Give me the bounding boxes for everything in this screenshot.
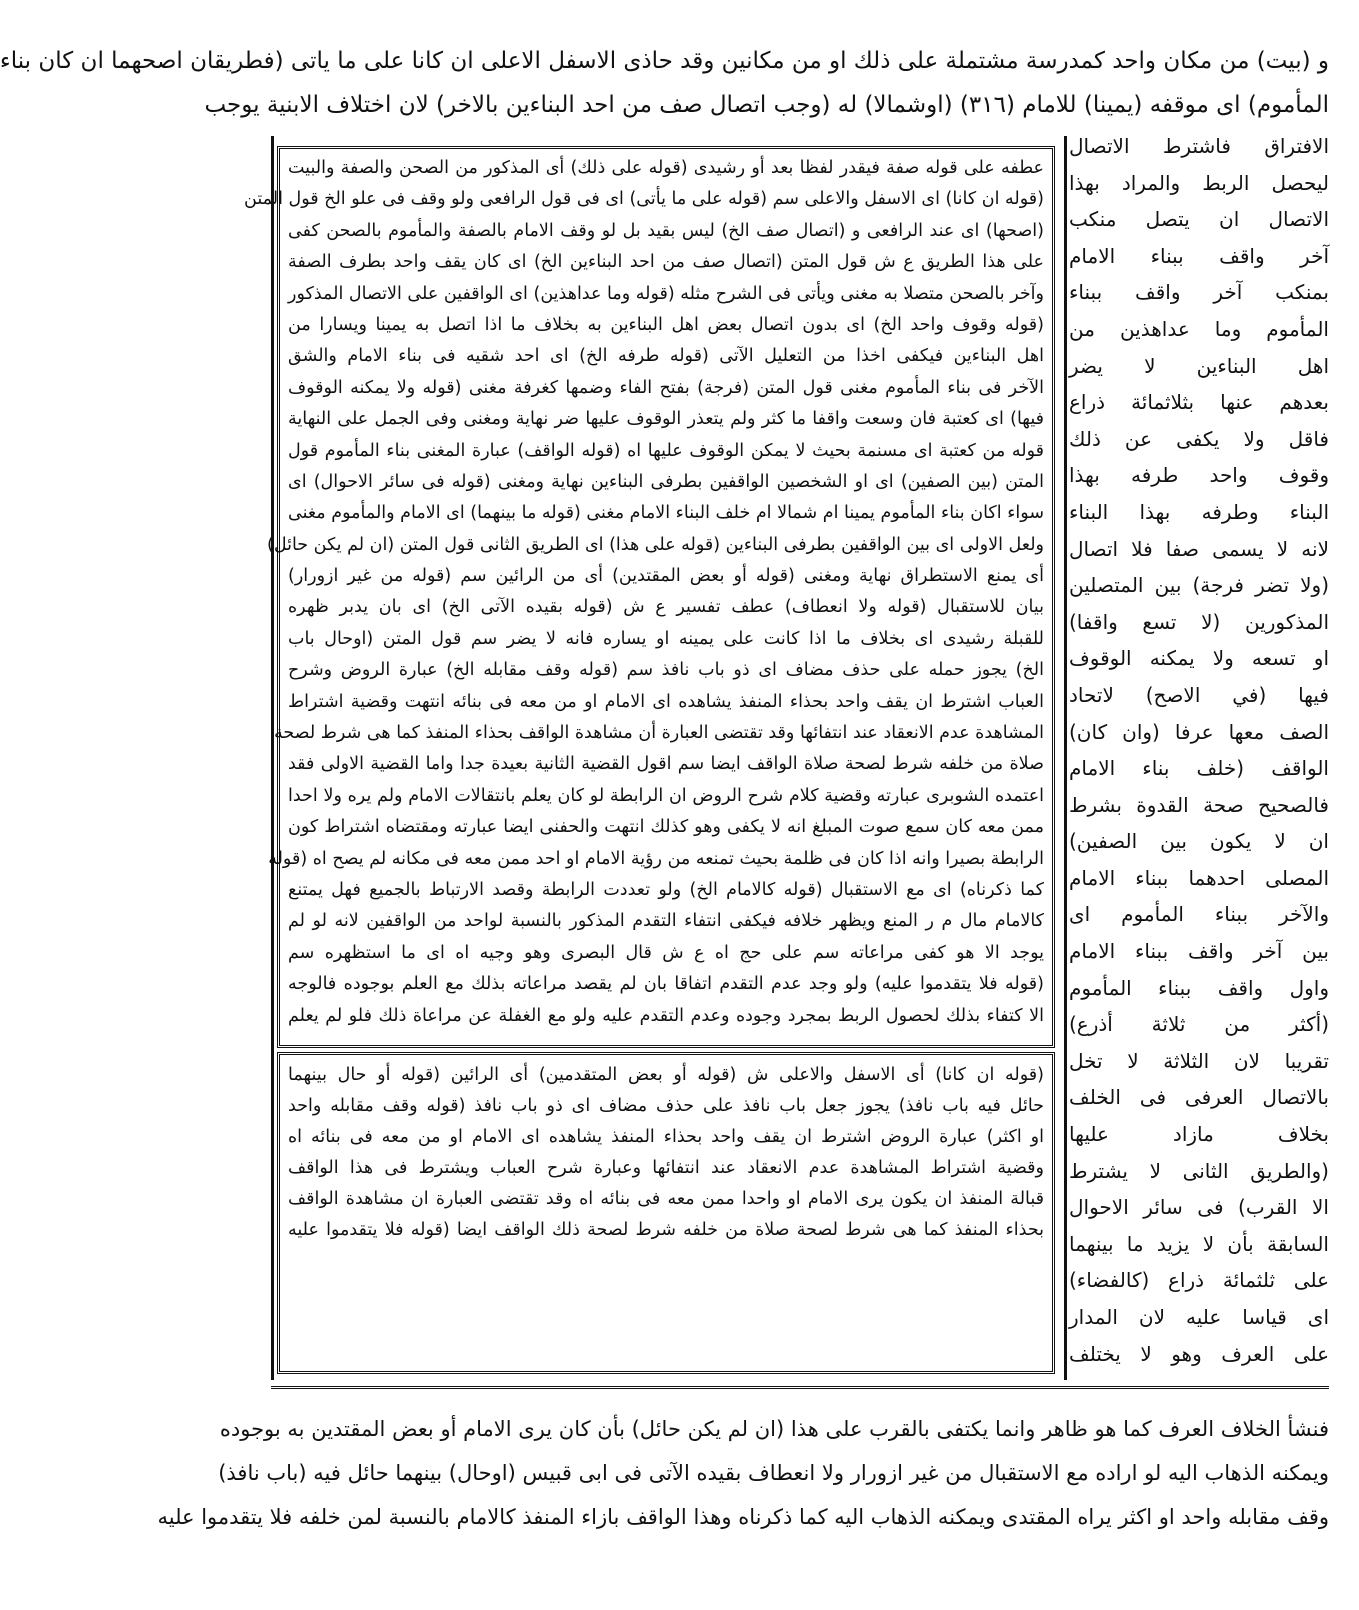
side-line: البناء وطرفه بهذا البناء <box>1069 499 1329 524</box>
commentary-line: كالامام مال م ر المنع ويظهر خلافه فيكفى انتفاء التقدم المذكور بالنسبة لواحد من الواقفين لانه لو لم <box>288 911 1044 932</box>
header-line-1: و (بيت) من مكان واحد كمدرسة مشتملة على ذلك او من مكانين وقد حاذى الاسفل الاعلى ان كانا على ما ياتى (فطريقان اصحهما ان كان بناء <box>0 48 1329 74</box>
commentary-line: للقبلة رشيدى اى بخلاف ما اذا كانت على يمينه او يساره فانه لا يضر سم قول المتن (اوحال باب <box>288 628 1044 649</box>
commentary-line: المتن (بين الصفين) اى او الشخصين الواقفين بطرفى البناءين نهاية ومغنى (قوله فى سائر الاحوال) اى <box>288 471 1044 492</box>
side-column <box>1069 128 1329 1372</box>
commentary-line: (قوله وقوف واحد الخ) اى بدون اتصال بعض اهل البناءين به بخلاف ما اذا اتصل به يمينا ويسارا من <box>288 314 1044 335</box>
commentary-line: ولعل الاولى اى بين الواقفين بطرفى البناءين (قوله على هذا) اى الطريق الثانى قول المتن (ان لم يكن حائل) <box>267 534 1044 555</box>
side-line: بين آخر واقف ببناء الامام <box>1069 939 1329 964</box>
side-line: وقوف واحد طرفه بهذا <box>1069 463 1329 488</box>
commentary-line: ممن معه كان سمع صوت المبلغ انه لا يكفى وهو كذلك انتهت والحفنى ايضا عبارته ومقتضاه اشتراط كون <box>288 817 1044 838</box>
commentary-line: اعتمده الشوبرى عبارته وقضية كلام شرح الروض ان الرابطة لو كان يعلم بانتقالات الامام ولم يره ولا احدا <box>288 785 1044 806</box>
footnote-line: حائل فيه باب نافذ) يجوز جعل باب نافذ على حذف مضاف اى ذو باب نافذ (قوله وقف مقابله واحد <box>288 1096 1044 1116</box>
side-line: الصف معها عرفا (وان كان) <box>1069 719 1329 744</box>
commentary-line: اهل البناءين فيكفى اخذا من التعليل الآتى (قوله طرفه الخ) اى احد شقيه فى بناء الامام والشق <box>288 346 1044 367</box>
commentary-line: الخ) يجوز حمله على حذف مضاف اى ذو باب نافذ سم (قوله وقف مقابله الخ) عبارة الروض وشرح <box>288 660 1044 681</box>
side-line: تقريبا لان الثلاثة لا تخل <box>1069 1048 1329 1073</box>
footnote-box <box>277 1052 1055 1374</box>
commentary-line: العباب اشترط ان يقف واحد بحذاء المنفذ يشاهده اى الامام او من معه فى بنائه انتهت وقضية اشتراط <box>288 691 1044 712</box>
side-line: بعدهم عنها بثلاثمائة ذراع <box>1069 390 1329 415</box>
footer-line-2: ويمكنه الذهاب اليه لو اراده مع الاستقبال من غير ازورار ولا انعطاف بقيده الآتى فى ابى قبيس (اوحال) بينهما حائل فيه (باب نافذ) <box>218 1461 1329 1485</box>
commentary-line: قوله من كعتبة اى مسنمة بحيث لا يمكن الوقوف عليها اه (قوله الواقف) عبارة المغنى بناء المأموم قول <box>288 440 1044 461</box>
side-line: اهل البناءين لا يضر <box>1069 353 1329 378</box>
side-line: ليحصل الربط والمراد بهذا <box>1069 170 1329 195</box>
side-line: الافتراق فاشترط الاتصال <box>1069 134 1329 158</box>
commentary-line: الآخر فى بناء المأموم مغنى قول المتن (فرجة) بفتح الفاء وضمها كغرفة مغنى (قوله ولا يمكنه الوقوف <box>288 377 1044 398</box>
footer-line-1: فنشأ الخلاف العرف كما هو ظاهر وانما يكتفى بالقرب على هذا (ان لم يكن حائل) بأن كان يرى الامام أو بعض المقتدين به بوجوده <box>219 1417 1329 1441</box>
commentary-line: صلاة من خلفه شرط لصحة صلاة الواقف ايضا سم اقول القضية الثانية بعيدة جدا واما القضية الاولى فقد <box>288 754 1044 775</box>
side-line: بخلاف مازاد عليها <box>1069 1122 1329 1147</box>
footer-line-3: وقف مقابله واحد او اكثر يراه المقتدى ويمكنه الذهاب اليه كما ذكرناه وهذا الواقف بازاء المنفذ كالامام بالنسبة لمن خلفه فلا يتقدموا عليه <box>157 1505 1329 1529</box>
side-line: ان لا يكون بين الصفين) <box>1069 829 1329 854</box>
separator-rule <box>271 1386 1329 1389</box>
side-line: (والطريق الثانى لا يشترط <box>1069 1158 1329 1183</box>
side-line: الواقف (خلف بناء الامام <box>1069 756 1329 781</box>
commentary-line: كما ذكرناه) اى مع الاستقبال (قوله كالامام الخ) ولو تعددت الرابطة وقصد الارتباط بالجميع فهل يمتنع <box>288 879 1044 900</box>
commentary-line: الا كتفاء بذلك لحصول الربط بمجرد وجوده وعدم التقدم عليه ولو مع الغفلة عن مراعاة ذلك فلو لم يعلم <box>288 1005 1044 1026</box>
side-line: (ولا تضر فرجة) بين المتصلين <box>1069 573 1329 598</box>
footnote-line: (قوله ان كانا) أى الاسفل والاعلى ش (قوله أو بعض المتقدمين) أى الرائين (قوله أو حال بينهما <box>288 1065 1044 1085</box>
header-line-2: المأموم) اى موقفه (يمينا) للامام (٣١٦) (اوشمالا) له (وجب اتصال صف من احد البناءين بالاخر) لان اختلاف الابنية يوجب <box>204 92 1329 118</box>
footnote-line: بحذاء المنفذ كما هى شرط لصحة صلاة من خلفه شرط لصحة ذلك الواقف ايضا (قوله فلا يتقدموا عليه <box>288 1220 1044 1240</box>
side-line: المذكورين (لا تسع واقفا) <box>1069 609 1329 634</box>
side-line: على العرف وهو لا يختلف <box>1069 1341 1329 1366</box>
side-line: المصلى احدهما ببناء الامام <box>1069 865 1329 890</box>
side-line: الاتصال ان يتصل منكب <box>1069 207 1329 232</box>
side-line: آخر واقف ببناء الامام <box>1069 243 1329 268</box>
side-line: فيها (في الاصح) لاتحاد <box>1069 682 1329 707</box>
side-line: السابقة بأن لا يزيد ما بينهما <box>1069 1231 1329 1256</box>
commentary-line: (اصحها) اى عند الرافعى و (اتصال صف الخ) ليس بقيد بل لو وقف الامام بالصفة والمأموم بالصحن كفى <box>288 220 1044 241</box>
commentary-line: الرابطة بصيرا وانه اذا كان فى ظلمة بحيث تمنعه من رؤية الامام او احد ممن معه فى مكانه لم يصح اه (قوله <box>268 848 1044 869</box>
side-line: على ثلثمائة ذراع (كالفضاء) <box>1069 1268 1329 1293</box>
commentary-line: يوجد الا هو كفى مراعاته سم على حج اه ع ش قال البصرى وهو وجيه اه اى ما استظهره سم <box>288 942 1044 963</box>
commentary-line: عطفه على قوله صفة فيقدر لفظا بعد أو رشيدى (قوله على ذلك) أى المذكور من الصحن والصفة والبيت <box>288 158 1044 178</box>
side-line: (أكثر من ثلاثة أذرع) <box>1069 1012 1329 1037</box>
side-line: بالاتصال العرفى فى الخلف <box>1069 1085 1329 1110</box>
commentary-line: أى يمنع الاستطراق نهاية ومغنى (قوله أو بعض المقتدين) أى من الرائين سم (قوله من غير ازورار) <box>288 566 1044 587</box>
side-line: فاقل ولا يكفى عن ذلك <box>1069 426 1329 451</box>
side-line: او تسعه ولا يمكنه الوقوف <box>1069 646 1329 671</box>
commentary-line: (قوله ان كانا) اى الاسفل والاعلى سم (قوله على ما يأتى) اى فى قول الرافعى ولو وقف فى علو الخ قول المتن <box>244 189 1044 210</box>
commentary-line: (قوله فلا يتقدموا عليه) ولو وجد عدم التقدم اتفاقا بان لم يقصد مراعاته بذلك مع العلم بوجوده فالوجه <box>288 974 1044 995</box>
footnote-line: وقضية اشتراط المشاهدة عدم الانعقاد عند انتفائها وعبارة شرح العباب ويشترط فى هذا الواقف <box>288 1158 1044 1178</box>
side-line: واول واقف ببناء المأموم <box>1069 975 1329 1000</box>
commentary-line: على هذا الطريق ع ش قول المتن (اتصال صف من احد البناءين الخ) اى كان يقف واحد بطرف الصفة <box>288 252 1044 273</box>
commentary-line: المشاهدة عدم الانعقاد عند انتفائها وقد تقتضى العبارة أن مشاهدة الواقف بحذاء المنفذ كما هى شرط لصحة <box>274 723 1044 744</box>
commentary-line: فيها) اى كعتبة فان وسعت واقفا ما كثر ولم يتعذر الوقوف عليها ضر نهاية ومغنى وفى الجمل على النهاية <box>288 409 1044 430</box>
side-line: فالصحيح صحة القدوة بشرط <box>1069 792 1329 817</box>
commentary-line: وآخر بالصحن متصلا به مغنى ويأتى فى الشرح مثله (قوله وما عداهذين) اى الواقفين على الاتصال المذكور <box>288 283 1044 304</box>
side-line: لانه لا يسمى صفا فلا اتصال <box>1069 536 1329 561</box>
side-line: اى قياسا عليه لان المدار <box>1069 1305 1329 1329</box>
side-line: المأموم وما عداهذين من <box>1069 316 1329 341</box>
commentary-line: بيان للاستقبال (قوله ولا انعطاف) عطف تفسير ع ش (قوله بقيده الآتى الخ) اى بان يدبر ظهره <box>288 597 1044 618</box>
side-line: بمنكب آخر واقف ببناء <box>1069 280 1329 305</box>
commentary-line: سواء اكان بناء المأموم يمينا ام شمالا ام خلف البناء الامام مغنى (قوله ما بينهما) اى الامام والمأموم مغنى <box>288 503 1044 524</box>
side-line: الا القرب) فى سائر الاحوال <box>1069 1195 1329 1220</box>
footnote-line: قبالة المنفذ ان يكون يرى الامام او واحدا ممن معه فى بنائه اه وقد تقتضى العبارة ان مشاهدة الواقف <box>288 1189 1044 1209</box>
side-line: والآخر ببناء المأموم اى <box>1069 902 1329 927</box>
footnote-line: او اكثر) عبارة الروض اشترط ان يقف واحد بحذاء المنفذ يشاهده اى الامام او من معه فى بنائه اه <box>288 1127 1044 1147</box>
commentary-box <box>244 146 1055 1048</box>
